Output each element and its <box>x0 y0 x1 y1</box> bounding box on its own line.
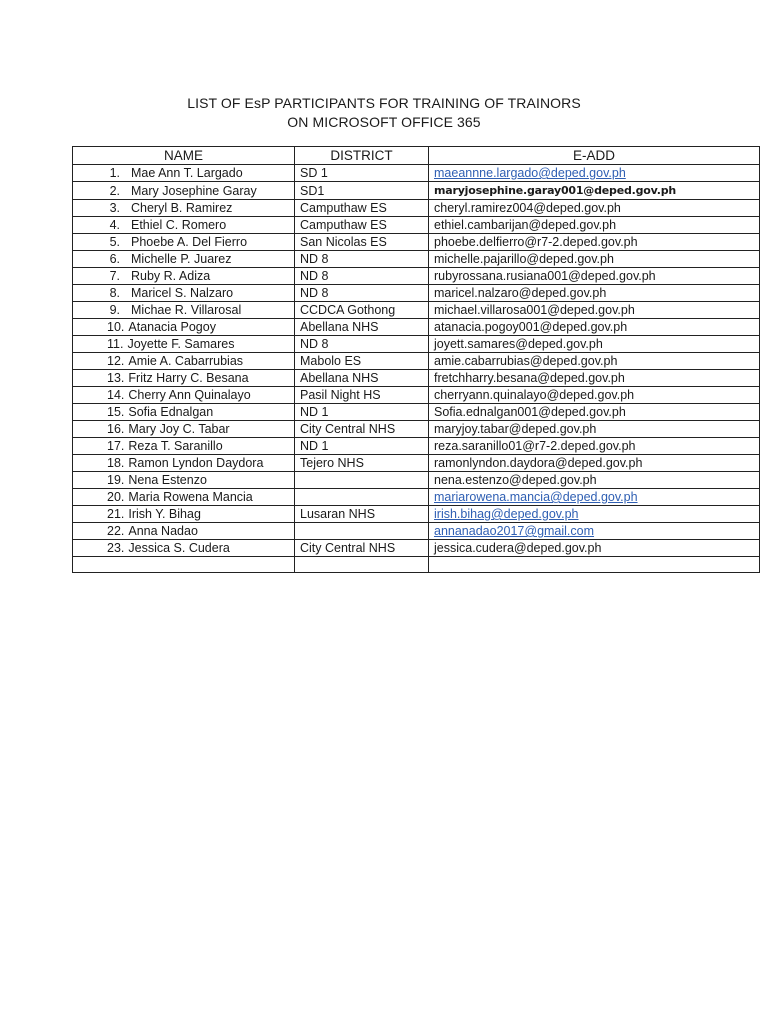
row-number: 6. <box>109 252 120 266</box>
district-cell: Mabolo ES <box>295 353 429 370</box>
district-cell: SD1 <box>295 182 429 200</box>
participant-name: Sofia Ednalgan <box>128 405 214 419</box>
empty-cell <box>295 557 429 573</box>
email-cell <box>429 489 760 506</box>
participant-name-cell <box>73 540 295 557</box>
district-cell <box>295 523 429 540</box>
empty-cell <box>429 557 760 573</box>
table-row <box>73 472 760 489</box>
email-cell <box>429 336 760 353</box>
email-link[interactable]: annanadao2017@gmail.com <box>434 524 595 538</box>
email-text: nena.estenzo@deped.gov.ph <box>434 473 597 487</box>
email-text: ethiel.cambarijan@deped.gov.ph <box>434 218 617 232</box>
empty-row <box>73 557 760 573</box>
email-link[interactable]: mariarowena.mancia@deped.gov.ph <box>434 490 638 504</box>
district-cell: Abellana NHS <box>295 319 429 336</box>
table-row <box>73 455 760 472</box>
row-number: 7. <box>109 269 120 283</box>
row-number: 12. <box>107 354 125 368</box>
header-email: E-ADD <box>429 147 760 165</box>
participant-name: Cheryl B. Ramirez <box>131 201 233 215</box>
email-cell <box>429 455 760 472</box>
email-cell <box>429 421 760 438</box>
email-text: rubyrossana.rusiana001@deped.gov.ph <box>434 269 656 283</box>
email-text: Sofia.ednalgan001@deped.gov.ph <box>434 405 626 419</box>
row-number: 2. <box>109 183 120 198</box>
participant-name: Mary Joy C. Tabar <box>128 422 230 436</box>
email-text: maryjosephine.garay001@deped.gov.ph <box>434 184 677 197</box>
participant-name-cell <box>73 438 295 455</box>
participant-name: Maria Rowena Mancia <box>128 490 253 504</box>
table-header-row <box>73 147 760 165</box>
participant-name: Irish Y. Bihag <box>128 507 201 521</box>
email-cell <box>429 217 760 234</box>
participant-name-cell <box>73 200 295 217</box>
empty-cell <box>73 557 295 573</box>
participant-name: Ramon Lyndon Daydora <box>128 456 264 470</box>
participant-name-cell <box>73 353 295 370</box>
email-link[interactable]: irish.bihag@deped.gov.ph <box>434 507 579 521</box>
participant-name-cell <box>73 182 295 200</box>
email-cell <box>429 319 760 336</box>
email-text: phoebe.delfierro@r7-2.deped.gov.ph <box>434 235 638 249</box>
email-cell <box>429 200 760 217</box>
email-text: ramonlyndon.daydora@deped.gov.ph <box>434 456 643 470</box>
email-text: fretchharry.besana@deped.gov.ph <box>434 371 625 385</box>
participant-name-cell <box>73 489 295 506</box>
table-row <box>73 234 760 251</box>
email-cell <box>429 387 760 404</box>
title-line-1: LIST OF EsP PARTICIPANTS FOR TRAINING OF TRAINORS <box>187 95 581 111</box>
email-link[interactable]: maeannne.largado@deped.gov.ph <box>434 166 626 180</box>
participant-name: Cherry Ann Quinalayo <box>128 388 251 402</box>
email-cell <box>429 251 760 268</box>
row-number: 16. <box>107 422 125 436</box>
table-row <box>73 353 760 370</box>
email-cell <box>429 523 760 540</box>
table-row <box>73 370 760 387</box>
participant-name-cell <box>73 455 295 472</box>
email-cell <box>429 438 760 455</box>
email-cell <box>429 302 760 319</box>
participants-table <box>72 146 760 573</box>
email-cell <box>429 404 760 421</box>
participant-name: Mary Josephine Garay <box>131 183 257 198</box>
email-cell <box>429 540 760 557</box>
title-line-2: ON MICROSOFT OFFICE 365 <box>287 114 481 130</box>
district-cell <box>295 489 429 506</box>
district-cell: Abellana NHS <box>295 370 429 387</box>
participant-name-cell <box>73 285 295 302</box>
participant-name-cell <box>73 234 295 251</box>
row-number: 5. <box>109 235 120 249</box>
table-row <box>73 182 760 200</box>
participant-name: Michelle P. Juarez <box>131 252 232 266</box>
email-text: amie.cabarrubias@deped.gov.ph <box>434 354 618 368</box>
participant-name-cell <box>73 370 295 387</box>
district-cell: Tejero NHS <box>295 455 429 472</box>
participant-name: Atanacia Pogoy <box>128 320 216 334</box>
district-cell: CCDCA Gothong <box>295 302 429 319</box>
row-number: 19. <box>107 473 125 487</box>
district-cell: Pasil Night HS <box>295 387 429 404</box>
table-row <box>73 523 760 540</box>
participant-name: Phoebe A. Del Fierro <box>131 235 248 249</box>
email-text: reza.saranillo01@r7-2.deped.gov.ph <box>434 439 636 453</box>
participant-name: Fritz Harry C. Besana <box>128 371 249 385</box>
district-cell: Camputhaw ES <box>295 200 429 217</box>
participant-name: Ruby R. Adiza <box>131 269 211 283</box>
participant-name-cell <box>73 268 295 285</box>
table-row <box>73 404 760 421</box>
table-row <box>73 200 760 217</box>
table-row <box>73 387 760 404</box>
email-text: jessica.cudera@deped.gov.ph <box>434 541 602 555</box>
row-number: 9. <box>109 303 120 317</box>
table-row <box>73 165 760 182</box>
document-title <box>0 94 768 132</box>
table-row <box>73 336 760 353</box>
district-cell: SD 1 <box>295 165 429 182</box>
table-body <box>73 165 760 573</box>
email-cell <box>429 472 760 489</box>
row-number: 23. <box>107 541 125 555</box>
participant-name-cell <box>73 336 295 353</box>
table-row <box>73 268 760 285</box>
email-text: cherryann.quinalayo@deped.gov.ph <box>434 388 635 402</box>
table-row <box>73 285 760 302</box>
email-text: joyett.samares@deped.gov.ph <box>434 337 603 351</box>
district-cell: ND 8 <box>295 336 429 353</box>
row-number: 15. <box>107 405 125 419</box>
district-cell: San Nicolas ES <box>295 234 429 251</box>
row-number: 13. <box>107 371 125 385</box>
header-district: DISTRICT <box>295 147 429 165</box>
participant-name-cell <box>73 387 295 404</box>
participant-name: Jessica S. Cudera <box>128 541 230 555</box>
district-cell: City Central NHS <box>295 540 429 557</box>
email-cell <box>429 165 760 182</box>
table-row <box>73 421 760 438</box>
row-number: 1. <box>109 166 120 180</box>
participant-name: Nena Estenzo <box>128 473 207 487</box>
participant-name-cell <box>73 251 295 268</box>
email-cell <box>429 182 760 200</box>
participant-name-cell <box>73 302 295 319</box>
district-cell <box>295 472 429 489</box>
email-cell <box>429 353 760 370</box>
email-cell <box>429 285 760 302</box>
row-number: 4. <box>109 218 120 232</box>
table-row <box>73 506 760 523</box>
email-cell <box>429 370 760 387</box>
table-row <box>73 438 760 455</box>
participant-name-cell <box>73 319 295 336</box>
district-cell: Lusaran NHS <box>295 506 429 523</box>
participant-name: Anna Nadao <box>128 524 198 538</box>
participant-name: Michae R. Villarosal <box>131 303 242 317</box>
participant-name: Reza T. Saranillo <box>128 439 223 453</box>
participant-name-cell <box>73 472 295 489</box>
participant-name-cell <box>73 165 295 182</box>
row-number: 21. <box>107 507 125 521</box>
district-cell: City Central NHS <box>295 421 429 438</box>
district-cell: ND 8 <box>295 251 429 268</box>
participant-name: Amie A. Cabarrubias <box>128 354 244 368</box>
row-number: 17. <box>107 439 125 453</box>
row-number: 22. <box>107 524 125 538</box>
row-number: 3. <box>109 201 120 215</box>
participant-name-cell <box>73 506 295 523</box>
email-text: michael.villarosa001@deped.gov.ph <box>434 303 635 317</box>
district-cell: ND 8 <box>295 285 429 302</box>
table-row <box>73 302 760 319</box>
row-number: 11. <box>107 337 124 351</box>
email-cell <box>429 506 760 523</box>
email-cell <box>429 268 760 285</box>
district-cell: Camputhaw ES <box>295 217 429 234</box>
participant-name: Maricel S. Nalzaro <box>131 286 234 300</box>
table-row <box>73 319 760 336</box>
row-number: 18. <box>107 456 125 470</box>
row-number: 14. <box>107 388 125 402</box>
table-row <box>73 217 760 234</box>
email-text: cheryl.ramirez004@deped.gov.ph <box>434 201 621 215</box>
table-row <box>73 251 760 268</box>
district-cell: ND 8 <box>295 268 429 285</box>
email-text: maricel.nalzaro@deped.gov.ph <box>434 286 607 300</box>
row-number: 20. <box>107 490 125 504</box>
email-text: michelle.pajarillo@deped.gov.ph <box>434 252 614 266</box>
participant-name: Mae Ann T. Largado <box>131 166 243 180</box>
table-row <box>73 540 760 557</box>
participant-name-cell <box>73 421 295 438</box>
table-row <box>73 489 760 506</box>
email-text: maryjoy.tabar@deped.gov.ph <box>434 422 597 436</box>
email-text: atanacia.pogoy001@deped.gov.ph <box>434 320 628 334</box>
header-name: NAME <box>73 147 295 165</box>
participant-name: Ethiel C. Romero <box>131 218 227 232</box>
row-number: 8. <box>109 286 120 300</box>
row-number: 10. <box>107 320 125 334</box>
participant-name: Joyette F. Samares <box>127 337 235 351</box>
participant-name-cell <box>73 404 295 421</box>
email-cell <box>429 234 760 251</box>
participant-name-cell <box>73 523 295 540</box>
participant-name-cell <box>73 217 295 234</box>
district-cell: ND 1 <box>295 438 429 455</box>
district-cell: ND 1 <box>295 404 429 421</box>
